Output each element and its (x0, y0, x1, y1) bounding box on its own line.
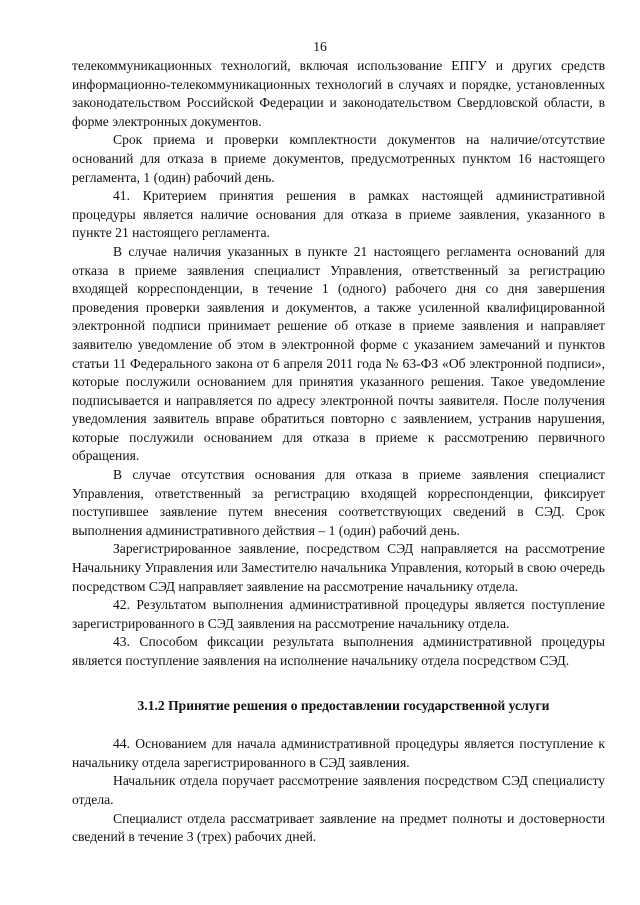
paragraph: Зарегистрированное заявление, посредством СЭД направляется на рассмотрение Начальнику Управления или Заместителю начальника Управления, который в свою очередь посредством СЭД направляет заявление на рассмотрение начальнику отдела. (72, 541, 605, 594)
paragraph: В случае отсутствия основания для отказа в приеме заявления специалист Управления, ответственный за регистрацию входящей корреспонденции, фиксирует поступившее заявление путем внесения соответствующих сведений в СЭД. Срок выполнения административного действия – 1 (один) рабочий день. (72, 467, 605, 538)
paragraph: 44. Основанием для начала административной процедуры является поступление к начальнику отдела зарегистрированного в СЭД заявления. (72, 736, 605, 770)
page-number: 16 (313, 39, 327, 54)
paragraph: Специалист отдела рассматривает заявление на предмет полноты и достоверности сведений в течение 3 (трех) рабочих дней. (72, 810, 605, 845)
paragraph: 41. Критерием принятия решения в рамках настоящей административной процедуры является наличие основания для отказа в приеме заявления, указанного в пункте 21 настоящего регламента. (72, 188, 605, 241)
paragraph: 43. Способом фиксации результата выполнения административной процедуры является поступление заявления на исполнение начальнику отдела посредством СЭД. (72, 634, 605, 668)
page-content (72, 57, 605, 847)
paragraph: В случае наличия указанных в пункте 21 настоящего регламента оснований для отказа в приеме заявления специалист Управления, ответственный за регистрацию входящей корреспонденции, в течение 1 (одного) рабочего дня со дня завершения проведения проверки заявления и документов, а также усиленной квалифицированной электронной подписи принимает решение об отказе в приеме заявления и направляет заявителю уведомление об этом в электронной форме с указанием замечаний и пунктов статьи 11 Федерального закона от 6 апреля 2011 года № 63-ФЗ «Об электронной подписи», которые послужили основанием для принятия указанного решения. Такое уведомление подписывается и направляется по адресу электронной почты заявителя. После получения уведомления заявитель вправе обратиться повторно с заявлением, устранив нарушения, которые послужили основанием для отказа в приеме к рассмотрению первичного обращения. (72, 243, 605, 464)
paragraph: телекоммуникационных технологий, включая использование ЕПГУ и других средств информационно-телекоммуникационных технологий в случаях и порядке, установленных законодательством Российской Федерации и законодательством Свердловской области, в форме электронных документов. (72, 58, 605, 129)
paragraph: 42. Результатом выполнения административной процедуры является поступление зарегистрированного в СЭД заявления на рассмотрение начальнику отдела. (72, 597, 605, 631)
section-heading: 3.1.2 Принятие решения о предоставлении государственной услуги (137, 697, 550, 713)
paragraph: Срок приема и проверки комплектности документов на наличие/отсутствие оснований для отказа в приеме документов, предусмотренных пунктом 16 настоящего регламента, 1 (один) рабочий день. (72, 132, 605, 185)
paragraph: Начальник отдела поручает рассмотрение заявления посредством СЭД специалисту отдела. (72, 773, 605, 807)
